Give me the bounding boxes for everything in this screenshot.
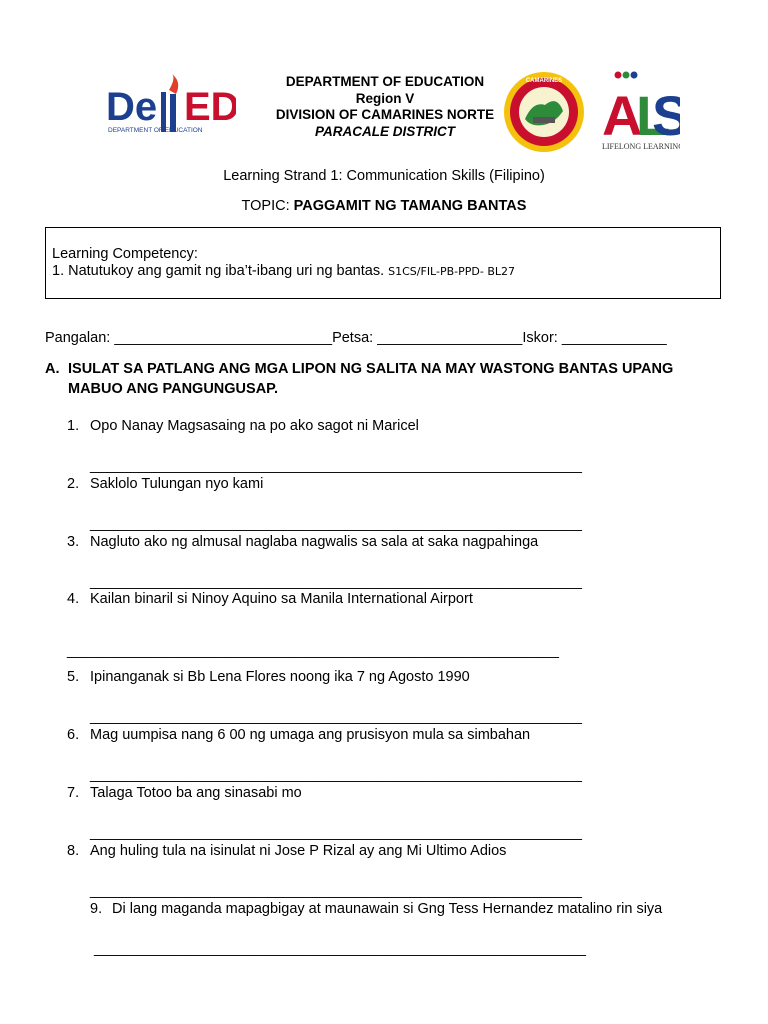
list-item: 3. Nagluto ako ng almusal naglaba nagwalis sa sala at saka nagpahinga <box>67 534 539 550</box>
svg-text:LIFELONG LEARNING: LIFELONG LEARNING <box>602 142 680 151</box>
topic-label: TOPIC: <box>241 198 294 214</box>
list-item: 5. Ipinanganak si Bb Lena Flores noong ika 7 ng Agosto 1990 <box>67 669 470 685</box>
header-district: PARACALE DISTRICT <box>315 123 455 139</box>
list-item: 9. Di lang maganda mapagbigay at maunawain si Gng Tess Hernandez matalino rin siya <box>90 901 663 917</box>
list-item: 8. Ang huling tula na isinulat ni Jose P Rizal ay ang Mi Ultimo Adios <box>67 843 507 859</box>
competency-text: 1. Natutukoy ang gamit ng iba’t-ibang uri ng bantas. <box>52 263 389 279</box>
answer-line[interactable]: _____________________________________________________________ <box>90 709 582 725</box>
header-region: Region V <box>355 90 415 106</box>
section-a-instruction <box>45 359 725 399</box>
list-item: 7. Talaga Totoo ba ang sinasabi mo <box>67 785 302 801</box>
learning-strand: Learning Strand 1: Communication Skills (Filipino) <box>223 168 545 184</box>
svg-text:ED: ED <box>184 85 236 129</box>
competency-code: S1CS/FIL-PB-PPD- BL27 <box>388 265 515 278</box>
als-logo <box>600 69 680 153</box>
topic-line <box>0 198 768 214</box>
section-text: ISULAT SA PATLANG ANG MGA LIPON NG SALITA NA MAY WASTONG BANTAS UPANG MABUO ANG PANGUNGUSAP. <box>68 361 674 397</box>
list-item: 6. Mag uumpisa nang 6 00 ng umaga ang prusisyon mula sa simbahan <box>67 727 531 743</box>
competency-item <box>52 263 515 279</box>
header-division: DIVISION OF CAMARINES NORTE <box>275 107 495 122</box>
school-header <box>250 74 520 140</box>
answer-line[interactable]: _____________________________________________________________ <box>90 458 582 474</box>
list-item: 1. Opo Nanay Magsasaing na po ako sagot ni Maricel <box>67 418 419 434</box>
competency-title: Learning Competency: <box>52 246 198 262</box>
list-item: 4. Kailan binaril si Ninoy Aquino sa Manila International Airport <box>67 591 473 607</box>
svg-text:A: A <box>602 84 643 147</box>
answer-line[interactable]: _____________________________________________________________ <box>90 574 582 590</box>
answer-line[interactable]: _____________________________________________________________ <box>67 643 559 659</box>
svg-text:CAMARINES: CAMARINES <box>525 78 563 84</box>
topic-value: PAGGAMIT NG TAMANG BANTAS <box>293 198 527 214</box>
answer-line[interactable]: _____________________________________________________________ <box>90 825 582 841</box>
svg-text:DEPARTMENT OF EDUCATION: DEPARTMENT OF EDUCATION <box>108 127 203 134</box>
svg-text:L: L <box>636 84 671 147</box>
header-department: DEPARTMENT OF EDUCATION <box>285 74 485 89</box>
section-letter: A. <box>45 361 60 377</box>
answer-line[interactable]: _____________________________________________________________ <box>90 767 582 783</box>
list-item: 2. Saklolo Tulungan nyo kami <box>67 476 264 492</box>
svg-text:De: De <box>106 85 158 129</box>
svg-text:S: S <box>652 84 680 147</box>
answer-line[interactable]: _____________________________________________________________ <box>90 883 582 899</box>
name-date-score-fields[interactable]: Pangalan: ___________________________Petsa: __________________Iskor: _____________ <box>45 330 667 346</box>
answer-line[interactable]: _____________________________________________________________ <box>90 516 582 532</box>
answer-line[interactable]: _____________________________________________________________ <box>94 941 586 957</box>
deped-logo <box>106 74 236 144</box>
